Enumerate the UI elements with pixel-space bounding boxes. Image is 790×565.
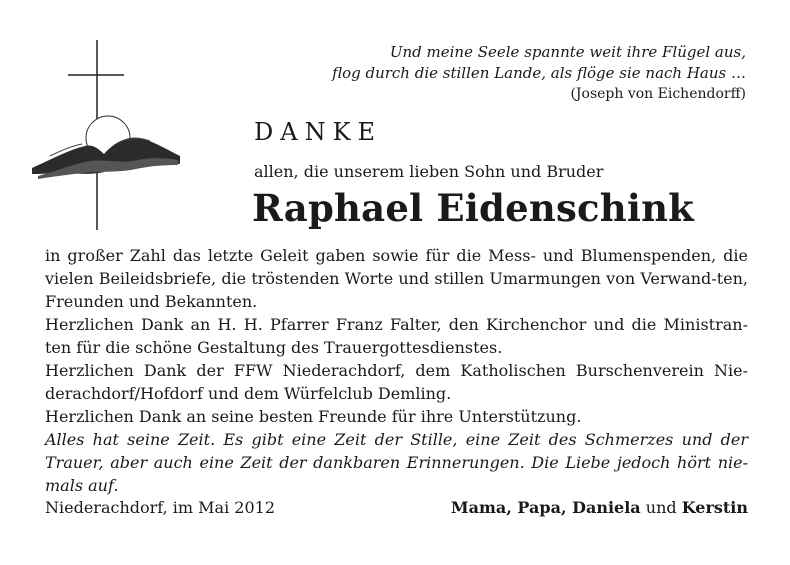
- quote-line-2: flog durch die stillen Lande, als flöge sie nach Haus …: [332, 64, 746, 82]
- paragraph-thanks-clubs: Herzlichen Dank der FFW Niederachdorf, dem Katholischen Burschenverein Nie-derachdorf/Hofdorf und dem Würfelclub Demling.: [45, 361, 748, 403]
- signer-conjunction: und: [645, 498, 677, 517]
- paragraph-thanks-funeral: in großer Zahl das letzte Geleit gaben sowie für die Mess- und Blumenspenden, die vielen Beileidsbriefe, die tröstenden Worte und stillen Umarmungen von Verwand-ten, Freunden und Bekannten.: [45, 246, 748, 311]
- quote-line-1: Und meine Seele spannte weit ihre Flügel aus,: [389, 43, 746, 61]
- notice-body: [45, 244, 748, 497]
- quote-author: (Joseph von Eichendorff): [570, 86, 746, 102]
- signer-names-2: Kerstin: [681, 498, 748, 517]
- paragraph-thanks-friends: Herzlichen Dank an seine besten Freunde für ihre Unterstützung.: [45, 407, 582, 426]
- signer-names-1: Mama, Papa, Daniela: [450, 498, 641, 517]
- notice-footer: [45, 498, 748, 517]
- deceased-name: Raphael Eidenschink: [252, 186, 695, 230]
- heading-danke: DANKE: [254, 118, 383, 146]
- closing-verse: Alles hat seine Zeit. Es gibt eine Zeit der Stille, eine Zeit des Schmerzes und der Trauer, aber auch eine Zeit der dankbaren Erinnerungen. Die Liebe jedoch hört nie-mals auf.: [45, 430, 748, 495]
- intro-line: allen, die unserem lieben Sohn und Bruder: [254, 162, 604, 181]
- paragraph-thanks-priest: Herzlichen Dank an H. H. Pfarrer Franz Falter, den Kirchenchor und die Ministran-ten für die schöne Gestaltung des Trauergottesdienstes.: [45, 315, 748, 357]
- cross-with-mountains-and-moon-icon: [30, 38, 180, 233]
- signers: [451, 498, 748, 517]
- eichendorff-quote: [276, 42, 746, 105]
- place-date: Niederachdorf, im Mai 2012: [45, 498, 276, 517]
